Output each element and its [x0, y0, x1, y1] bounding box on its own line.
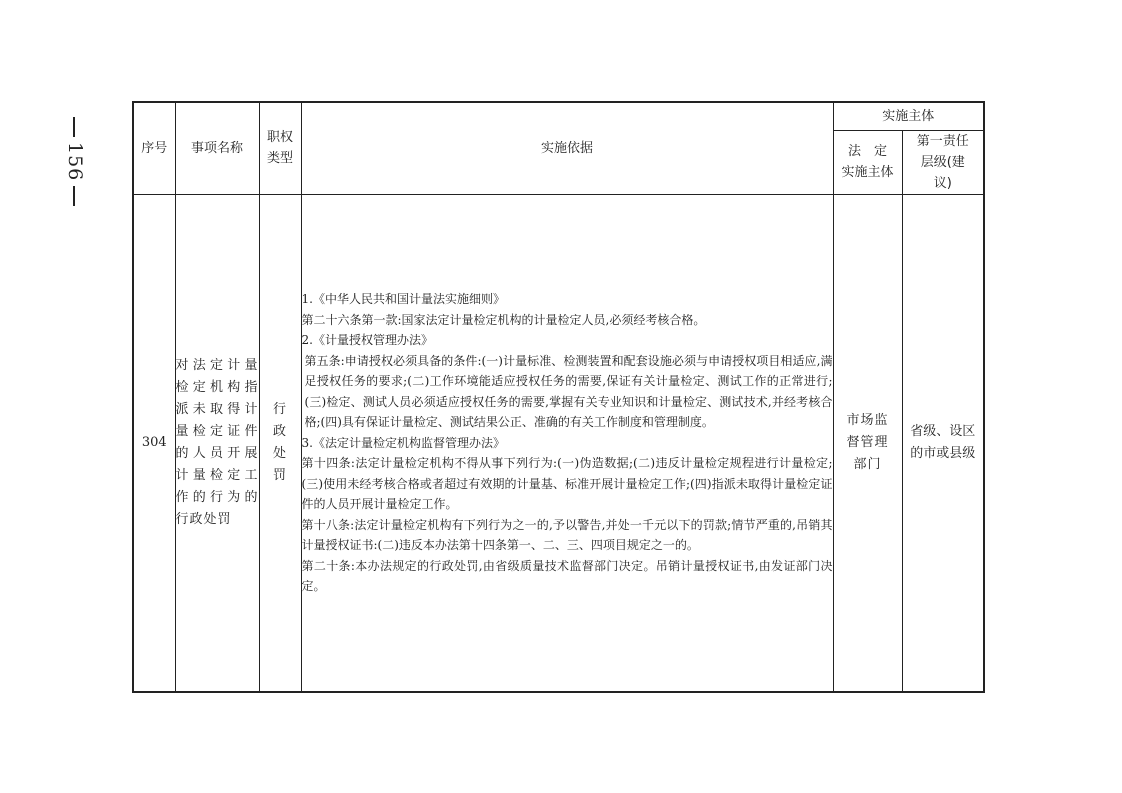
basis-law-3-article-18: 第十八条:法定计量检定机构有下列行为之一的,予以警告,并处一千元以下的罚款;情节严重的,吊销其计量授权证书:(二)违反本办法第十四条第一、二、三、四项目规定之一的。 — [301, 517, 833, 552]
basis-law-2-title: 2.《计量授权管理办法》 — [301, 333, 433, 347]
page-number — [64, 112, 86, 211]
header-seq: 序号 — [133, 102, 175, 194]
header-item-name: 事项名称 — [175, 102, 259, 194]
row-seq: 304 — [133, 194, 175, 692]
basis-law-2-article: 第五条:申请授权必须具备的条件:(一)计量标准、检测装置和配套设施必须与申请授权项目相适应,满足授权任务的要求;(二)工作环境能适应授权任务的需要,保证有关计量检定、测试工作的正常进行;(三)检定、测试人员必须适应授权任务的需要,掌握有关专业知识和计量检定、测试技术,并经考核合格;(四)具有保证计量检定、测试结果公正、准确的有关工作制度和管理制度。 — [304, 353, 833, 429]
row-first-responsibility: 省级、设区的市或县级 — [902, 194, 984, 692]
row-legal-subject: 市场监督管理部门 — [833, 194, 902, 692]
header-legal-subject: 法 定 实施主体 — [833, 130, 902, 194]
page-number-text: 156 — [64, 142, 86, 182]
row-power-type: 行政处罚 — [259, 194, 301, 692]
row-basis — [301, 194, 833, 692]
basis-law-1-article: 第二十六条第一款:国家法定计量检定机构的计量检定人员,必须经考核合格。 — [301, 312, 706, 327]
basis-law-3-article-20: 第二十条:本办法规定的行政处罚,由省级质量技术监督部门决定。吊销计量授权证书,由发证部门决定。 — [301, 558, 833, 593]
header-power-type: 职权类型 — [259, 102, 301, 194]
header-basis: 实施依据 — [301, 102, 833, 194]
basis-law-1-title: 1.《中华人民共和国计量法实施细则》 — [301, 292, 505, 306]
row-item-name: 对法定计量检定机构指派未取得计量检定证件的人员开展计量检定工作的行为的行政处罚 — [175, 194, 259, 692]
basis-law-3-article-14: 第十四条:法定计量检定机构不得从事下列行为:(一)伪造数据;(二)违反计量检定规程进行计量检定;(三)使用未经考核合格或者超过有效期的计量基、标准开展计量检定工作;(四)指派未取得计量检定证件的人员开展计量检定工作。 — [301, 456, 833, 511]
basis-law-3-title: 3.《法定计量检定机构监督管理办法》 — [301, 435, 505, 450]
table-row — [133, 194, 984, 692]
header-subject-group: 实施主体 — [833, 102, 984, 130]
page-number-dash-left — [73, 117, 75, 137]
header-row-top — [133, 102, 984, 130]
header-first-responsibility: 第一责任 层级(建议) — [902, 130, 984, 194]
authority-table — [132, 101, 985, 693]
page-number-dash-right — [73, 186, 75, 206]
